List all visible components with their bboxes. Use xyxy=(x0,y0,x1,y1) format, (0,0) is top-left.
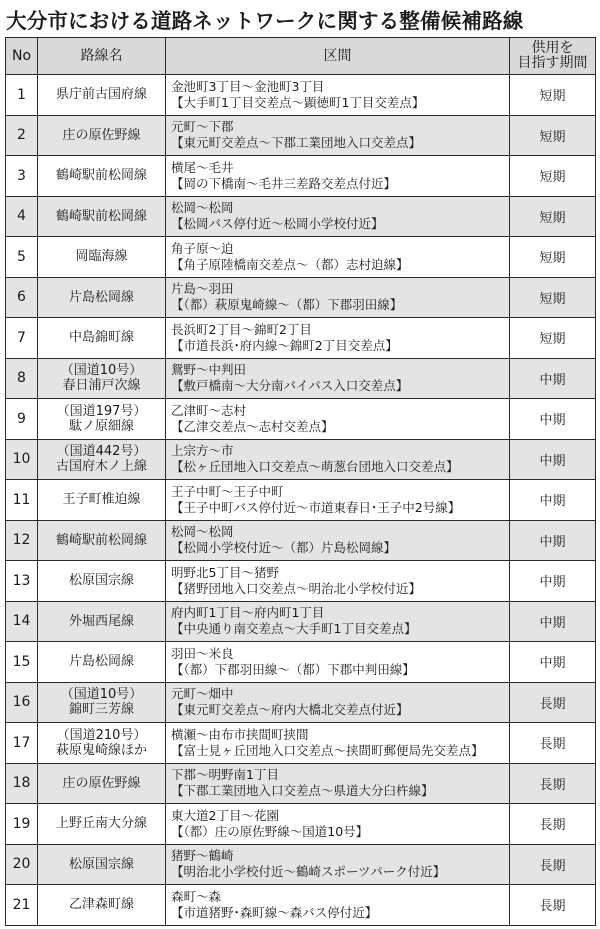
table-row xyxy=(6,115,596,156)
route-name-line: 錦町三芳線 xyxy=(68,702,134,718)
route-name-cell xyxy=(38,196,166,237)
target-period-cell: 長期 xyxy=(510,885,596,926)
section-cell xyxy=(166,196,510,237)
route-name-cell xyxy=(38,358,166,399)
section-cell xyxy=(166,520,510,561)
section-range: 片島～羽田 xyxy=(171,281,234,297)
target-period-cell: 中期 xyxy=(510,601,596,642)
section-detail: 【下郡工業団地入口交差点～県道大分臼杵線】 xyxy=(171,783,434,799)
section-detail: 【松岡バス停付近～松岡小学校付近】 xyxy=(171,216,384,232)
target-period-cell: 短期 xyxy=(510,196,596,237)
table-row xyxy=(6,763,596,804)
table-row xyxy=(6,723,596,764)
target-period-cell: 短期 xyxy=(510,156,596,197)
row-number: 21 xyxy=(6,885,38,926)
section-detail: 【大手町1丁目交差点～顕徳町1丁目交差点】 xyxy=(171,94,425,110)
route-name-cell xyxy=(38,399,166,440)
target-period-cell: 長期 xyxy=(510,844,596,885)
target-period-cell: 中期 xyxy=(510,561,596,602)
table-row xyxy=(6,885,596,926)
table-row xyxy=(6,520,596,561)
route-name-cell xyxy=(38,885,166,926)
section-range: 下郡～明野南1丁目 xyxy=(171,767,279,783)
section-detail: 【東元町交差点～府内大橋北交差点付近】 xyxy=(171,702,409,718)
section-range: 上宗方～市 xyxy=(171,443,234,459)
route-name-cell xyxy=(38,156,166,197)
row-number: 18 xyxy=(6,763,38,804)
target-period-cell: 長期 xyxy=(510,723,596,764)
route-name-cell xyxy=(38,439,166,480)
target-period-cell: 短期 xyxy=(510,277,596,318)
section-detail: 【市道長浜･府内線～錦町2丁目交差点】 xyxy=(171,337,398,353)
header-period-line1: 供用を xyxy=(531,40,574,56)
row-number: 10 xyxy=(6,439,38,480)
route-name-line: （国道10号） xyxy=(60,687,143,703)
section-cell xyxy=(166,399,510,440)
row-number: 6 xyxy=(6,277,38,318)
section-range: 王子中町～王子中町 xyxy=(171,483,284,499)
section-detail: 【松岡小学校付近～（都）片島松岡線】 xyxy=(171,540,397,556)
header-no: No xyxy=(6,38,38,75)
row-number: 5 xyxy=(6,237,38,278)
section-cell xyxy=(166,844,510,885)
section-range: 長浜町2丁目～錦町2丁目 xyxy=(171,321,312,337)
header-period-line2: 目指す期間 xyxy=(517,55,588,71)
section-cell xyxy=(166,480,510,521)
table-row xyxy=(6,804,596,845)
section-cell xyxy=(166,156,510,197)
section-detail: 【中央通り南交差点～大手町1丁目交差点】 xyxy=(171,621,417,637)
route-name-line: 庄の原佐野線 xyxy=(62,775,141,791)
route-name-line: 古国府木ノ上線 xyxy=(55,459,147,475)
target-period-cell: 中期 xyxy=(510,520,596,561)
route-name-line: 松原国宗線 xyxy=(68,573,134,589)
section-cell xyxy=(166,439,510,480)
row-number: 9 xyxy=(6,399,38,440)
page-title: 大分市における道路ネットワークに関する整備候補路線 xyxy=(6,9,524,33)
route-name-line: 王子町椎迫線 xyxy=(62,492,141,508)
section-range: 東大道2丁目～花園 xyxy=(171,807,279,823)
route-name-line: （国道210号） xyxy=(56,727,147,743)
route-name-line: 萩原鬼崎線ほか xyxy=(55,742,147,758)
route-name-line: 鶴崎駅前松岡線 xyxy=(55,532,147,548)
route-name-cell xyxy=(38,804,166,845)
table-row xyxy=(6,399,596,440)
row-number: 19 xyxy=(6,804,38,845)
section-cell xyxy=(166,804,510,845)
table-row xyxy=(6,358,596,399)
section-range: 元町～下郡 xyxy=(171,119,234,135)
target-period-cell: 中期 xyxy=(510,480,596,521)
route-name-cell xyxy=(38,844,166,885)
route-name-cell xyxy=(38,561,166,602)
target-period-cell: 中期 xyxy=(510,399,596,440)
section-cell xyxy=(166,75,510,116)
section-detail: 【市道猪野･森町線～森バス停付近】 xyxy=(171,904,378,920)
table-row xyxy=(6,277,596,318)
route-name-line: 春日浦戸次線 xyxy=(62,378,141,394)
route-name-cell xyxy=(38,723,166,764)
candidate-routes-table xyxy=(5,37,596,926)
row-number: 15 xyxy=(6,642,38,683)
section-cell xyxy=(166,358,510,399)
table-row xyxy=(6,75,596,116)
target-period-cell: 中期 xyxy=(510,642,596,683)
section-cell xyxy=(166,642,510,683)
route-name-line: 上野丘南大分線 xyxy=(55,816,147,832)
row-number: 8 xyxy=(6,358,38,399)
section-cell xyxy=(166,561,510,602)
row-number: 4 xyxy=(6,196,38,237)
section-range: 羽田～米良 xyxy=(171,645,234,661)
table-row xyxy=(6,844,596,885)
section-detail: 【岡の下橋南～毛井三差路交差点付近】 xyxy=(171,175,397,191)
row-number: 17 xyxy=(6,723,38,764)
section-detail: 【（都）庄の原佐野線～国道10号】 xyxy=(171,823,369,839)
route-name-cell xyxy=(38,763,166,804)
route-name-line: 松原国宗線 xyxy=(68,856,134,872)
section-detail: 【角子原陸橋南交差点～（都）志村迫線】 xyxy=(171,256,409,272)
route-name-line: 駄ノ原細線 xyxy=(68,418,134,434)
section-cell xyxy=(166,723,510,764)
row-number: 1 xyxy=(6,75,38,116)
target-period-cell: 短期 xyxy=(510,115,596,156)
route-name-line: 片島松岡線 xyxy=(68,289,134,305)
target-period-cell: 短期 xyxy=(510,237,596,278)
row-number: 14 xyxy=(6,601,38,642)
route-name-line: 鶴崎駅前松岡線 xyxy=(55,168,147,184)
section-detail: 【富士見ヶ丘団地入口交差点～挟間町郵便局先交差点】 xyxy=(171,742,484,758)
route-name-cell xyxy=(38,75,166,116)
section-detail: 【松ヶ丘団地入口交差点～萌葱台団地入口交差点】 xyxy=(171,459,459,475)
section-detail: 【乙津交差点～志村交差点】 xyxy=(171,418,334,434)
section-detail: 【（都）下郡羽田線～（都）下郡中判田線】 xyxy=(171,661,415,677)
target-period-cell: 短期 xyxy=(510,75,596,116)
target-period-cell: 短期 xyxy=(510,318,596,359)
section-range: 横尾～毛井 xyxy=(171,159,234,175)
route-name-line: 外堀西尾線 xyxy=(68,613,134,629)
route-name-cell xyxy=(38,682,166,723)
section-cell xyxy=(166,682,510,723)
table-row xyxy=(6,561,596,602)
section-detail: 【（都）萩原鬼崎線～（都）下郡羽田線】 xyxy=(171,297,403,313)
route-name-cell xyxy=(38,318,166,359)
section-range: 金池町3丁目～金池町3丁目 xyxy=(171,78,325,94)
section-range: 角子原～迫 xyxy=(171,240,234,256)
section-range: 松岡～松岡 xyxy=(171,200,234,216)
row-number: 16 xyxy=(6,682,38,723)
target-period-cell: 長期 xyxy=(510,682,596,723)
route-name-line: 岡臨海線 xyxy=(75,249,128,265)
target-period-cell: 中期 xyxy=(510,358,596,399)
route-name-line: （国道10号） xyxy=(60,363,143,379)
row-number: 20 xyxy=(6,844,38,885)
section-range: 明野北5丁目～猪野 xyxy=(171,564,279,580)
target-period-cell: 長期 xyxy=(510,804,596,845)
header-route-name: 路線名 xyxy=(38,38,166,75)
target-period-cell: 中期 xyxy=(510,439,596,480)
route-name-line: 乙津森町線 xyxy=(68,897,134,913)
route-name-cell xyxy=(38,237,166,278)
section-detail: 【王子中町バス停付近～市道東春日･王子中2号線】 xyxy=(171,499,461,515)
row-number: 12 xyxy=(6,520,38,561)
section-range: 松岡～松岡 xyxy=(171,524,234,540)
table-row xyxy=(6,682,596,723)
row-number: 3 xyxy=(6,156,38,197)
route-name-cell xyxy=(38,115,166,156)
row-number: 13 xyxy=(6,561,38,602)
table-row xyxy=(6,237,596,278)
route-name-cell xyxy=(38,642,166,683)
route-name-line: （国道442号） xyxy=(56,444,147,460)
route-name-line: 中島錦町線 xyxy=(68,330,134,346)
table-row xyxy=(6,642,596,683)
section-range: 元町～畑中 xyxy=(171,686,234,702)
section-range: 横瀬～由布市挟間町挟間 xyxy=(171,726,309,742)
section-detail: 【明治北小学校付近～鶴崎スポーツパーク付近】 xyxy=(171,864,446,880)
header-section: 区間 xyxy=(166,38,510,75)
route-name-cell xyxy=(38,520,166,561)
section-range: 乙津町～志村 xyxy=(171,402,247,418)
section-cell xyxy=(166,115,510,156)
route-name-line: （国道197号） xyxy=(56,403,147,419)
route-name-line: 片島松岡線 xyxy=(68,654,134,670)
section-cell xyxy=(166,885,510,926)
header-row xyxy=(6,38,596,75)
target-period-cell: 長期 xyxy=(510,763,596,804)
route-name-cell xyxy=(38,480,166,521)
row-number: 2 xyxy=(6,115,38,156)
section-cell xyxy=(166,601,510,642)
route-name-line: 庄の原佐野線 xyxy=(62,127,141,143)
header-target-period xyxy=(510,38,596,75)
route-name-line: 鶴崎駅前松岡線 xyxy=(55,208,147,224)
section-range: 森町～森 xyxy=(171,888,222,904)
section-cell xyxy=(166,763,510,804)
table-row xyxy=(6,480,596,521)
section-range: 府内町1丁目～府内町1丁目 xyxy=(171,605,325,621)
table-row xyxy=(6,601,596,642)
section-detail: 【敷戸橋南～大分南バイパス入口交差点】 xyxy=(171,378,409,394)
section-cell xyxy=(166,318,510,359)
section-cell xyxy=(166,237,510,278)
table-row xyxy=(6,196,596,237)
route-name-line: 県庁前古国府線 xyxy=(55,87,147,103)
table-row xyxy=(6,156,596,197)
route-name-cell xyxy=(38,277,166,318)
row-number: 11 xyxy=(6,480,38,521)
row-number: 7 xyxy=(6,318,38,359)
section-detail: 【猪野団地入口交差点～明治北小学校付近】 xyxy=(171,580,422,596)
route-name-cell xyxy=(38,601,166,642)
table-row xyxy=(6,439,596,480)
table-row xyxy=(6,318,596,359)
section-range: 鴛野～中判田 xyxy=(171,362,247,378)
section-cell xyxy=(166,277,510,318)
section-range: 猪野～鶴崎 xyxy=(171,848,234,864)
section-detail: 【東元町交差点～下郡工業団地入口交差点】 xyxy=(171,135,422,151)
